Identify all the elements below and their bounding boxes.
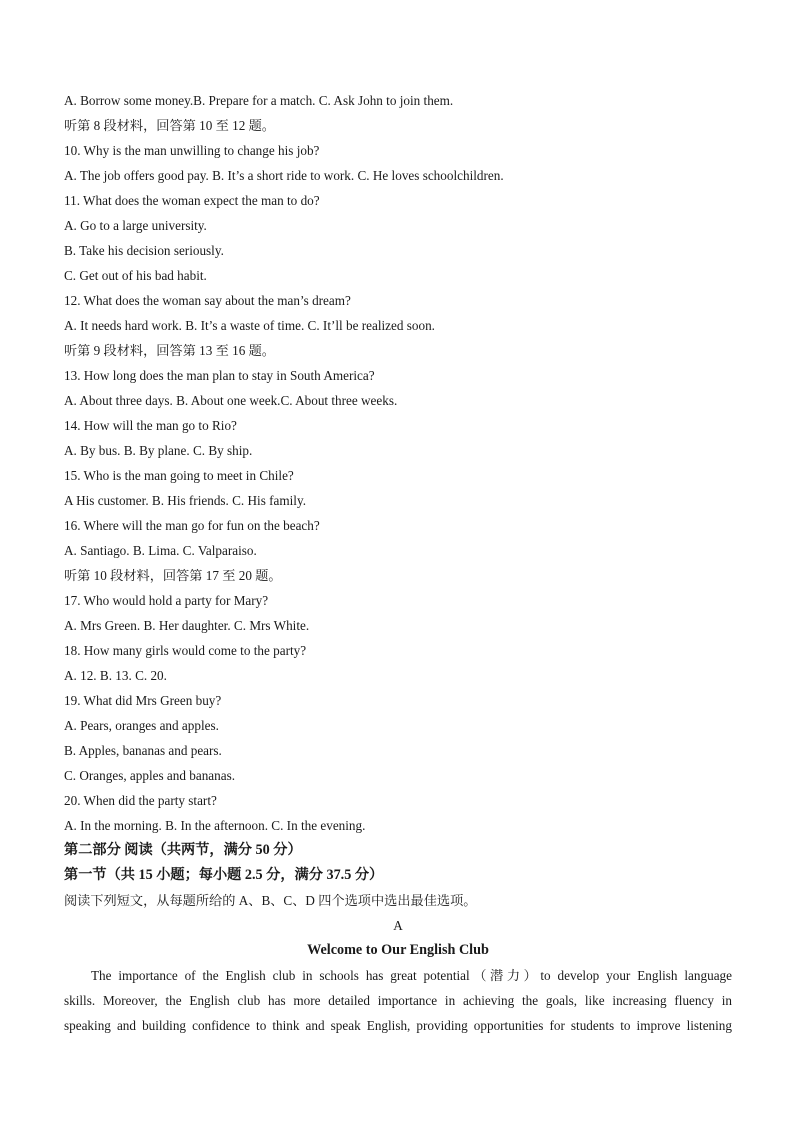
listening-section — [64, 88, 732, 838]
passage-body — [64, 963, 732, 1038]
listening-line: A. Santiago. B. Lima. C. Valparaiso. — [64, 543, 257, 558]
listening-line: A. In the morning. B. In the afternoon. C. In the evening. — [64, 818, 366, 833]
subsection-title: 第一节（共 15 小题；每小题 2.5 分，满分 37.5 分） — [64, 867, 384, 883]
exam-page — [64, 88, 732, 1038]
listening-line: 20. When did the party start? — [64, 793, 217, 808]
passage-line: skills. Moreover, the English club has more detailed importance in achieving the goals, like increasing fluency in — [64, 993, 732, 1008]
passage-letter: A — [393, 918, 403, 933]
section-title: 第二部分 阅读（共两节，满分 50 分） — [64, 842, 302, 858]
listening-line: 15. Who is the man going to meet in Chile? — [64, 468, 294, 483]
listening-line: 10. Why is the man unwilling to change his job? — [64, 143, 320, 158]
listening-line: A. About three days. B. About one week.C. About three weeks. — [64, 393, 398, 408]
listening-line: B. Take his decision seriously. — [64, 243, 224, 258]
listening-line: A. Go to a large university. — [64, 218, 207, 233]
listening-line: A. Borrow some money.B. Prepare for a match. C. Ask John to join them. — [64, 93, 454, 108]
listening-line: A. Pears, oranges and apples. — [64, 718, 219, 733]
listening-line: 18. How many girls would come to the party? — [64, 643, 307, 658]
listening-line: A. Mrs Green. B. Her daughter. C. Mrs White. — [64, 618, 310, 633]
listening-line: 19. What did Mrs Green buy? — [64, 693, 222, 708]
listening-line: A His customer. B. His friends. C. His family. — [64, 493, 307, 508]
listening-line: 16. Where will the man go for fun on the beach? — [64, 518, 320, 533]
listening-line: C. Get out of his bad habit. — [64, 268, 207, 283]
listening-line: A. It needs hard work. B. It’s a waste of time. C. It’ll be realized soon. — [64, 318, 435, 333]
listening-line: 听第 10 段材料，回答第 17 至 20 题。 — [64, 568, 282, 583]
passage-title: Welcome to Our English Club — [307, 942, 489, 958]
listening-line: 12. What does the woman say about the man’s dream? — [64, 293, 351, 308]
listening-line: 听第 9 段材料，回答第 13 至 16 题。 — [64, 343, 275, 358]
listening-line: A. 12. B. 13. C. 20. — [64, 668, 167, 683]
passage-line: The importance of the English club in schools has great potential（潜力）to develop your English language — [91, 968, 732, 983]
listening-line: 14. How will the man go to Rio? — [64, 418, 237, 433]
listening-line: A. By bus. B. By plane. C. By ship. — [64, 443, 253, 458]
listening-line: 17. Who would hold a party for Mary? — [64, 593, 269, 608]
listening-line: 听第 8 段材料，回答第 10 至 12 题。 — [64, 118, 275, 133]
listening-line: A. The job offers good pay. B. It’s a short ride to work. C. He loves schoolchildren. — [64, 168, 504, 183]
passage-line: speaking and building confidence to think and speak English, providing opportunities for students to improve listening — [64, 1018, 732, 1033]
instruction: 阅读下列短文，从每题所给的 A、B、C、D 四个选项中选出最佳选项。 — [64, 893, 477, 908]
listening-line: 13. How long does the man plan to stay in South America? — [64, 368, 375, 383]
listening-line: C. Oranges, apples and bananas. — [64, 768, 236, 783]
listening-line: 11. What does the woman expect the man to do? — [64, 193, 320, 208]
listening-line: B. Apples, bananas and pears. — [64, 743, 222, 758]
